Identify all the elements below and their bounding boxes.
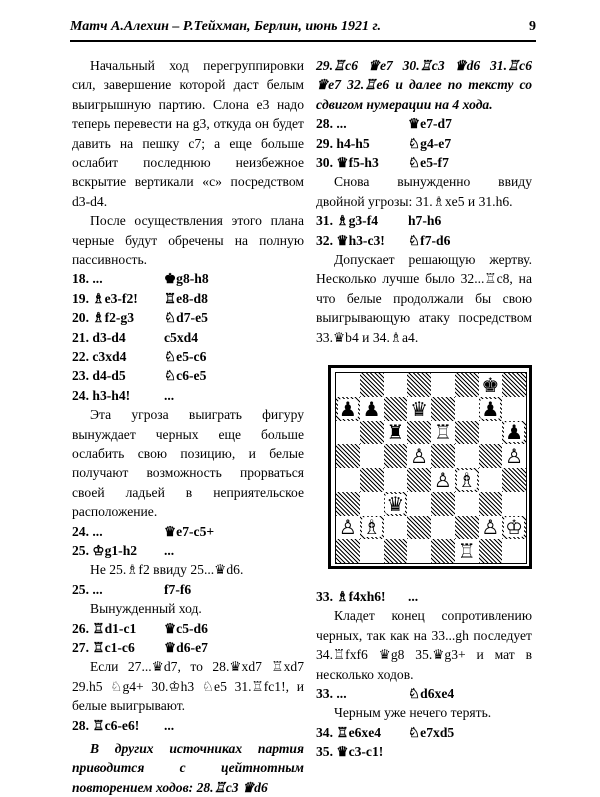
move-row <box>316 231 532 250</box>
piece-glyph: ♛ <box>410 396 429 421</box>
black-move <box>408 742 532 761</box>
move-row <box>316 587 532 606</box>
move-row <box>72 308 304 327</box>
paragraph: Если 27...♛d7, то 28.♛xd7 ♖xd7 29.h5 ♘g4+ 30.♔h3 ♘e5 31.♖fc1!, и белые выигрывают. <box>72 659 304 714</box>
board-square <box>336 421 360 445</box>
board-square <box>360 373 384 397</box>
chess-piece <box>479 397 503 421</box>
board-square <box>360 516 384 540</box>
chess-piece <box>431 421 455 445</box>
board-square <box>407 468 431 492</box>
black-move: ♛d6-e7 <box>164 640 208 656</box>
note: Вынужденный ход. <box>90 601 202 617</box>
board-square <box>479 468 503 492</box>
black-move: ♘f7-d6 <box>408 232 451 248</box>
board-square <box>455 516 479 540</box>
piece-glyph: ♗ <box>457 467 476 492</box>
white-move: 34. ♖e6xe4 <box>316 724 382 740</box>
chess-piece <box>360 397 384 421</box>
chess-piece <box>384 421 408 445</box>
white-move: 25. ♔g1-h2 <box>72 543 138 559</box>
note: Не 25.♗f2 ввиду 25...♛d6. <box>90 562 244 578</box>
board-square <box>455 539 479 563</box>
piece-glyph: ♙ <box>481 515 500 540</box>
black-move: ... <box>164 387 175 403</box>
black-move: ♖e8-d8 <box>164 290 208 306</box>
board-square <box>479 492 503 516</box>
black-move: ♛e7-c5+ <box>164 523 215 539</box>
paragraph: Кладет конец сопротивлению черных, так как на 33...gh последует 34.♖fxf6 ♛g8 35.♛g3+ и мат в несколько ходов. <box>316 608 532 682</box>
chess-piece <box>336 516 360 540</box>
board-square <box>384 516 408 540</box>
black-move: ♘g4-e7 <box>408 135 452 151</box>
white-move: 24. ... <box>72 523 103 539</box>
black-move: ♘d6xe4 <box>408 686 455 702</box>
black-move: ♛e7-d7 <box>408 116 452 132</box>
black-move: ... <box>164 717 175 733</box>
board-square <box>384 539 408 563</box>
piece-glyph: ♜ <box>386 420 405 445</box>
italic-note: 29.♖c6 ♛e7 30.♖c3 ♛d6 31.♖c6 ♛e7 32.♖e6 и далее по тексту со сдвигом нумерации на 4 хода. <box>316 58 532 112</box>
paragraph: Начальный ход перегруппировки сил, завершение которой даст белым выигрышную партию. Слона е3 надо теперь перевести на g3, откуда он будет давить на пешку с7; а еще больше ослабит последнюю неизбежное вскрытие вертикали «с» посредством d3-d4. <box>72 58 304 209</box>
board-square <box>336 397 360 421</box>
white-move: 19. ♗e3-f2! <box>72 290 138 306</box>
white-move: 24. h3-h4! <box>72 387 131 403</box>
board-square <box>336 444 360 468</box>
move-list <box>316 114 532 172</box>
board-square <box>479 421 503 445</box>
white-move: 27. ♖c1-c6 <box>72 640 135 656</box>
board-square <box>502 444 526 468</box>
chess-piece <box>384 492 408 516</box>
left-column <box>72 56 304 797</box>
black-move: ♘e5-c6 <box>164 349 207 365</box>
move-list <box>72 619 304 658</box>
board-square <box>431 492 455 516</box>
board-square <box>455 468 479 492</box>
board-square <box>431 516 455 540</box>
black-move: ♘e7xd5 <box>408 724 455 740</box>
white-move: 33. ... <box>316 686 347 702</box>
piece-glyph: ♙ <box>410 444 429 469</box>
move-row <box>72 541 304 560</box>
board-square <box>455 397 479 421</box>
board-square <box>431 468 455 492</box>
chess-piece <box>502 421 526 445</box>
board-square <box>336 468 360 492</box>
board-square <box>407 539 431 563</box>
white-move: 21. d3-d4 <box>72 329 126 345</box>
board-square <box>407 492 431 516</box>
black-move: ♘c6-e5 <box>164 368 207 384</box>
board-square <box>479 444 503 468</box>
move-list <box>316 211 532 250</box>
board-square <box>455 373 479 397</box>
board-square <box>455 444 479 468</box>
move-row <box>316 723 532 742</box>
white-move: 30. ♛f5-h3 <box>316 155 379 170</box>
board-square <box>502 492 526 516</box>
page-number: 9 <box>529 19 536 34</box>
black-move: h7-h6 <box>408 213 442 229</box>
header-title: Матч А.Алехин – Р.Тейхман, Берлин, июнь 1921 г. <box>70 19 381 34</box>
board-square <box>360 539 384 563</box>
board-square <box>455 492 479 516</box>
piece-glyph: ♟ <box>338 396 357 421</box>
black-move: ... <box>164 543 175 559</box>
board-square <box>431 421 455 445</box>
board-square <box>479 397 503 421</box>
piece-glyph: ♖ <box>457 539 476 564</box>
board-square <box>455 421 479 445</box>
move-list <box>72 522 304 561</box>
black-move: ♘d7-e5 <box>164 310 208 326</box>
board-square <box>336 516 360 540</box>
move-row <box>316 742 532 761</box>
move-list <box>316 587 532 606</box>
move-row <box>72 386 304 405</box>
right-column <box>316 56 532 762</box>
note: Черным уже нечего терять. <box>334 705 492 721</box>
board-square <box>479 373 503 397</box>
board-square <box>431 397 455 421</box>
black-move: c5xd4 <box>164 329 198 345</box>
chess-diagram <box>328 365 532 569</box>
chess-piece <box>360 516 384 540</box>
move-list <box>72 269 304 405</box>
white-move: 25. ... <box>72 581 103 597</box>
move-row <box>72 269 304 288</box>
move-row <box>72 522 304 541</box>
black-move: ♛c5-d6 <box>164 620 208 636</box>
paragraph: Эта угроза выиграть фигуру вынуждает черных еще больше ослабить свою позицию, и белые получают возможность прорваться своей ладьей в неприятельское расположение. <box>72 407 304 520</box>
piece-glyph: ♙ <box>338 515 357 540</box>
black-move: ♚g8-h8 <box>164 271 209 287</box>
move-list <box>316 723 532 762</box>
board-square <box>360 468 384 492</box>
board-square <box>336 492 360 516</box>
chess-piece <box>407 444 431 468</box>
piece-glyph: ♙ <box>433 467 452 492</box>
board-square <box>360 421 384 445</box>
chess-board <box>335 372 527 564</box>
paragraph: Допускает решающую жертву. Несколько лучше было 32...♖c8, на что белые продолжали бы свою выигрывающую атаку посредством 33.♛b4 и 34.♗a4. <box>316 251 532 345</box>
chess-piece <box>502 516 526 540</box>
piece-glyph: ♔ <box>505 515 524 540</box>
paragraph: Снова вынужденно ввиду двойной угрозы: 31.♗xe5 и 31.h6. <box>316 174 532 209</box>
move-row <box>316 211 532 230</box>
move-list <box>72 716 304 735</box>
board-square <box>502 516 526 540</box>
board-square <box>479 516 503 540</box>
white-move: 26. ♖d1-c1 <box>72 620 137 636</box>
black-move: ... <box>408 589 419 605</box>
white-move: 20. ♗f2-g3 <box>72 310 135 326</box>
white-move: 18. ... <box>72 271 103 287</box>
chess-piece <box>479 373 503 397</box>
white-move: 35. ♛c3-c1! <box>316 744 384 760</box>
board-square <box>407 421 431 445</box>
piece-glyph: ♖ <box>433 420 452 445</box>
piece-glyph: ♚ <box>481 372 500 397</box>
piece-glyph: ♗ <box>362 515 381 540</box>
chess-piece <box>336 397 360 421</box>
piece-glyph: ♟ <box>362 396 381 421</box>
move-row <box>316 684 532 703</box>
board-square <box>360 397 384 421</box>
board-square <box>502 421 526 445</box>
white-move: 22. c3xd4 <box>72 349 127 365</box>
running-header <box>70 16 536 42</box>
white-move: 23. d4-d5 <box>72 368 126 384</box>
board-square <box>502 539 526 563</box>
board-square <box>384 397 408 421</box>
chess-piece <box>502 444 526 468</box>
move-row <box>72 289 304 308</box>
piece-glyph: ♟ <box>505 420 524 445</box>
white-move: 28. ♖c6-e6! <box>72 717 140 733</box>
board-square <box>431 539 455 563</box>
black-move: f7-f6 <box>164 581 192 597</box>
move-row <box>72 619 304 638</box>
move-row <box>316 134 532 153</box>
board-square <box>384 373 408 397</box>
move-list <box>72 580 304 599</box>
move-row <box>72 580 304 599</box>
board-square <box>336 373 360 397</box>
board-square <box>407 444 431 468</box>
move-row <box>72 366 304 385</box>
board-square <box>407 397 431 421</box>
board-square <box>502 468 526 492</box>
board-square <box>384 492 408 516</box>
chess-piece <box>407 397 431 421</box>
white-move: 29. h4-h5 <box>316 135 370 151</box>
board-square <box>360 492 384 516</box>
chess-piece <box>455 539 479 563</box>
board-square <box>384 468 408 492</box>
piece-glyph: ♙ <box>505 444 524 469</box>
board-square <box>336 539 360 563</box>
board-square <box>384 421 408 445</box>
move-row <box>72 328 304 347</box>
board-square <box>384 444 408 468</box>
board-square <box>407 516 431 540</box>
board-square <box>502 373 526 397</box>
board-square <box>502 397 526 421</box>
white-move: 33. ♗f4xh6! <box>316 589 386 605</box>
board-square <box>479 539 503 563</box>
chess-piece <box>455 468 479 492</box>
black-move: ♘e5-f7 <box>408 155 449 170</box>
move-row <box>72 638 304 657</box>
italic-note: В других источниках партия приводится с цейтнотным повторением ходов: 28.♖c3 ♛d6 <box>72 741 304 795</box>
move-row <box>316 114 532 133</box>
paragraph: После осуществления этого плана черные будут обречены на полную пассивность. <box>72 213 304 268</box>
move-row <box>72 347 304 366</box>
chess-piece <box>431 468 455 492</box>
white-move: 28. ... <box>316 116 347 132</box>
move-row <box>316 153 532 172</box>
move-row <box>72 716 304 735</box>
piece-glyph: ♟ <box>481 396 500 421</box>
chess-piece <box>479 516 503 540</box>
board-square <box>431 444 455 468</box>
board-square <box>407 373 431 397</box>
move-list <box>316 684 532 703</box>
white-move: 31. ♗g3-f4 <box>316 213 379 229</box>
board-square <box>431 373 455 397</box>
white-move: 32. ♛h3-c3! <box>316 232 385 248</box>
board-square <box>360 444 384 468</box>
piece-glyph: ♛ <box>386 491 405 516</box>
